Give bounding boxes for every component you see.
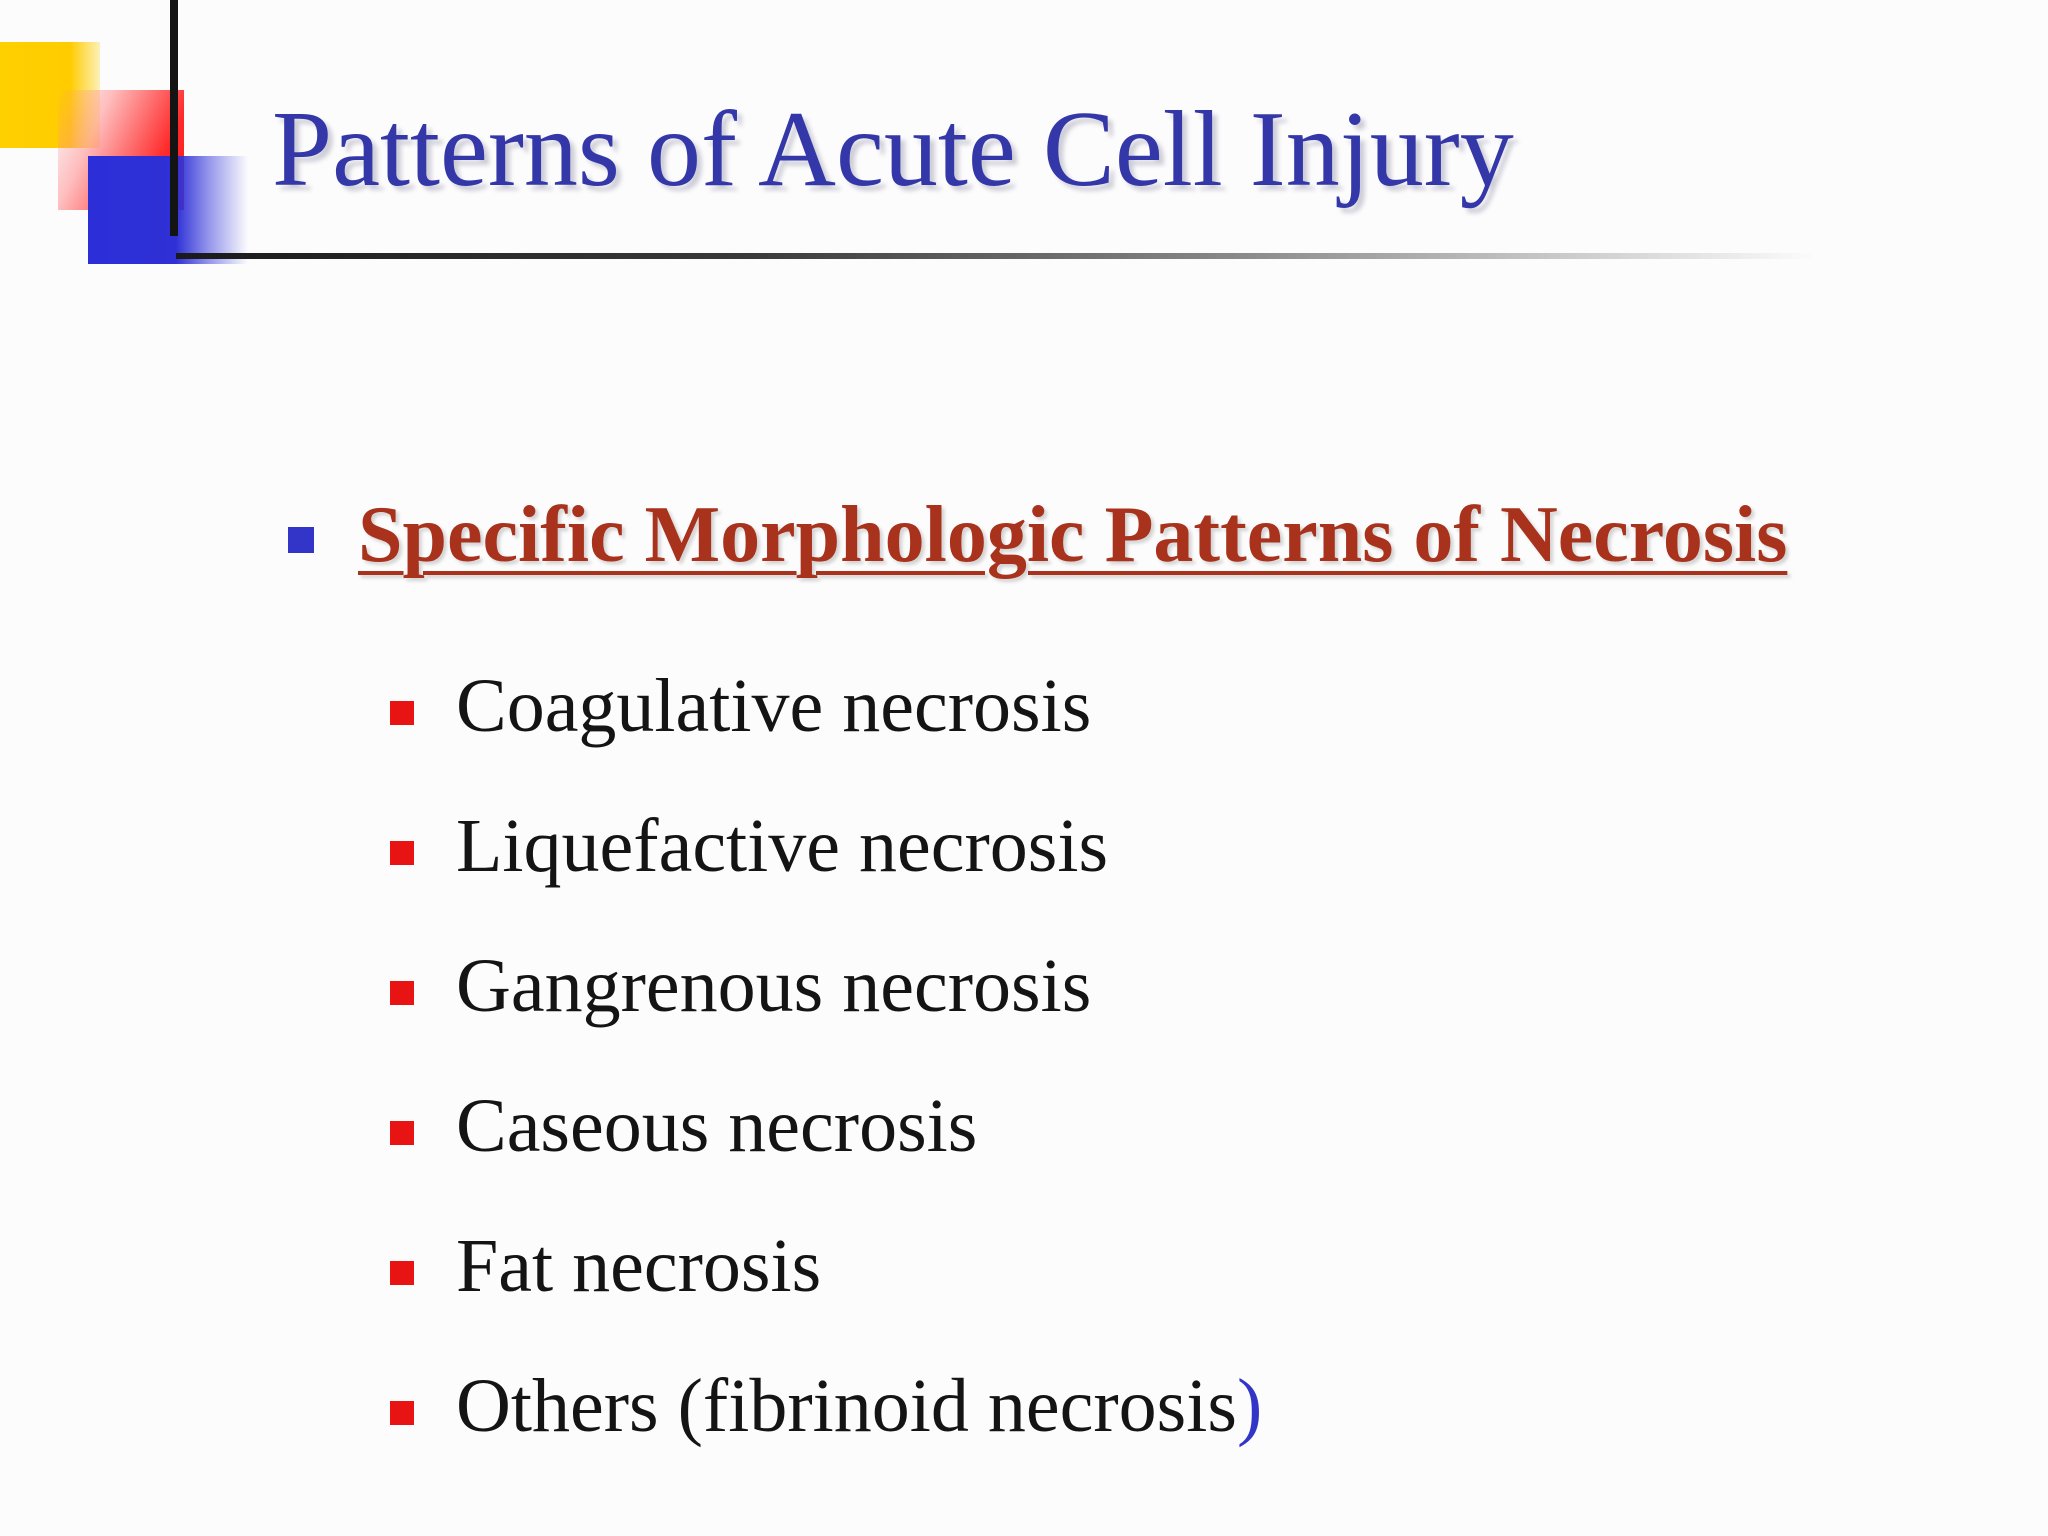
list-item [390,776,1262,916]
list-item-label: Fat necrosis [456,1223,822,1308]
title-underline-rule [176,253,1816,259]
square-bullet-icon [390,701,414,725]
list-item-label-suffix: ) [1236,1363,1263,1448]
list-item-label: Liquefactive necrosis [456,803,1109,888]
necrosis-list [390,636,1262,1476]
list-item [390,1196,1262,1336]
list-item [390,1336,1262,1476]
list-item-label: Gangrenous necrosis [456,943,1092,1028]
square-bullet-icon [390,1261,414,1285]
square-bullet-icon [390,1121,414,1145]
square-bullet-icon [390,981,414,1005]
list-item-label: Coagulative necrosis [456,663,1092,748]
square-bullet-icon [390,1401,414,1425]
decor-vertical-line [170,0,178,236]
square-bullet-icon [288,527,314,553]
list-item-label-main: Others (fibrinoid necrosis [456,1363,1237,1448]
list-item [390,636,1262,776]
section-heading-row [288,490,1787,581]
list-item [390,1056,1262,1196]
list-item [390,916,1262,1056]
square-bullet-icon [390,841,414,865]
decor-blue-square [88,156,248,264]
list-item-label [456,1363,1262,1450]
list-item-label: Caseous necrosis [456,1083,978,1168]
slide-title: Patterns of Acute Cell Injury [272,90,1514,209]
section-heading: Specific Morphologic Patterns of Necrosis [358,491,1788,579]
